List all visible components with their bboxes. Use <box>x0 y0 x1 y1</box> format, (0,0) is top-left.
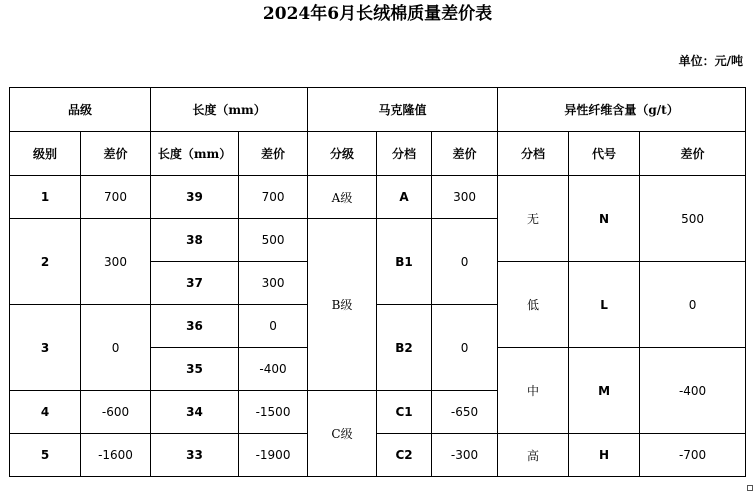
fiber-diff-cell: 0 <box>640 262 746 348</box>
fiber-diff-cell: -700 <box>640 434 746 477</box>
length-diff-cell: -400 <box>239 348 308 391</box>
table-row <box>10 176 746 219</box>
mic-diff-cell: 0 <box>432 219 498 305</box>
mic-level-cell: A级 <box>308 176 377 219</box>
header-grade-level: 级别 <box>10 132 81 176</box>
fiber-diff-cell: -400 <box>640 348 746 434</box>
mic-level-cell: C级 <box>308 391 377 477</box>
fiber-diff-cell: 500 <box>640 176 746 262</box>
grade-diff-cell: 300 <box>81 219 151 305</box>
length-cell: 37 <box>151 262 239 305</box>
grade-level-cell: 2 <box>10 219 81 305</box>
page-title: 2024年6月长绒棉质量差价表 <box>262 4 493 24</box>
header-fiber-code: 代号 <box>569 132 640 176</box>
price-difference-table <box>9 87 746 477</box>
mic-diff-cell: 0 <box>432 305 498 391</box>
fiber-code-cell: N <box>569 176 640 262</box>
fiber-tier-cell: 高 <box>498 434 569 477</box>
length-diff-cell: 300 <box>239 262 308 305</box>
mic-level-cell: B级 <box>308 219 377 391</box>
fiber-code-cell: L <box>569 262 640 348</box>
length-diff-cell: 700 <box>239 176 308 219</box>
header-mic-level: 分级 <box>308 132 377 176</box>
length-diff-cell: -1500 <box>239 391 308 434</box>
length-diff-cell: 500 <box>239 219 308 262</box>
fiber-tier-cell: 无 <box>498 176 569 262</box>
grade-diff-cell: -600 <box>81 391 151 434</box>
length-cell: 33 <box>151 434 239 477</box>
mic-diff-cell: 300 <box>432 176 498 219</box>
header-mic-tier: 分档 <box>377 132 432 176</box>
grade-level-cell: 1 <box>10 176 81 219</box>
group-foreign-fiber: 异性纤维含量（g/t） <box>498 88 746 132</box>
grade-diff-cell: 700 <box>81 176 151 219</box>
grade-diff-cell: 0 <box>81 305 151 391</box>
length-cell: 38 <box>151 219 239 262</box>
group-micronaire: 马克隆值 <box>308 88 498 132</box>
mic-diff-cell: -650 <box>432 391 498 434</box>
group-grade: 品级 <box>10 88 151 132</box>
length-diff-cell: -1900 <box>239 434 308 477</box>
mic-tier-cell: C1 <box>377 391 432 434</box>
table-resize-handle[interactable] <box>747 485 753 491</box>
mic-tier-cell: B1 <box>377 219 432 305</box>
header-length: 长度（mm） <box>151 132 239 176</box>
header-fiber-diff: 差价 <box>640 132 746 176</box>
group-header-row <box>10 88 746 132</box>
grade-level-cell: 4 <box>10 391 81 434</box>
fiber-code-cell: M <box>569 348 640 434</box>
fiber-code-cell: H <box>569 434 640 477</box>
mic-diff-cell: -300 <box>432 434 498 477</box>
mic-tier-cell: B2 <box>377 305 432 391</box>
length-cell: 35 <box>151 348 239 391</box>
header-length-diff: 差价 <box>239 132 308 176</box>
mic-tier-cell: C2 <box>377 434 432 477</box>
grade-level-cell: 3 <box>10 305 81 391</box>
grade-level-cell: 5 <box>10 434 81 477</box>
table-row <box>10 434 746 477</box>
unit-label: 单位：元/吨 <box>678 54 743 68</box>
column-header-row <box>10 132 746 176</box>
header-grade-diff: 差价 <box>81 132 151 176</box>
group-length: 长度（mm） <box>151 88 308 132</box>
grade-diff-cell: -1600 <box>81 434 151 477</box>
length-cell: 39 <box>151 176 239 219</box>
length-diff-cell: 0 <box>239 305 308 348</box>
length-cell: 36 <box>151 305 239 348</box>
fiber-tier-cell: 中 <box>498 348 569 434</box>
mic-tier-cell: A <box>377 176 432 219</box>
length-cell: 34 <box>151 391 239 434</box>
fiber-tier-cell: 低 <box>498 262 569 348</box>
header-mic-diff: 差价 <box>432 132 498 176</box>
header-fiber-tier: 分档 <box>498 132 569 176</box>
